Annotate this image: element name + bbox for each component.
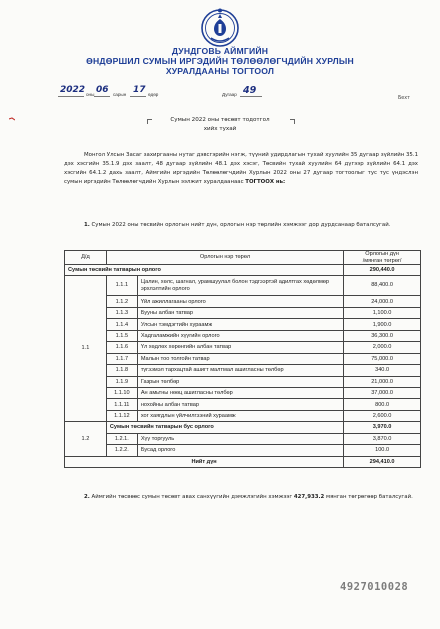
table-row <box>65 387 421 398</box>
row-value: 1,900.0 <box>344 319 421 330</box>
handwritten-day: 17 <box>133 85 146 95</box>
row-name: Үл хөдлөх хөрөнгийн албан татвар <box>137 342 343 353</box>
row-name: Цалин, хөлс, шагнал, урамшуулал болон тэдгээртэй адилтгах хөдөлмөр эрхлэлтийн орлого <box>137 276 343 296</box>
issue-place: Бехт <box>398 96 410 101</box>
row-num: 1.1.10 <box>106 387 137 398</box>
row-num: 1.1.9 <box>106 376 137 387</box>
row-name: Үйл ажиллагааны орлого <box>137 296 343 307</box>
table-row-nontax-total <box>65 422 421 433</box>
col-header-name: Орлогын нэр төрөл <box>106 251 343 265</box>
table-row-tax-total <box>65 265 421 276</box>
row-value: 36,300.0 <box>344 330 421 341</box>
row-num: 1.1.4 <box>106 319 137 330</box>
document-title: Сумын 2022 оны төсөвт тодотгол <box>170 117 270 123</box>
row-value: 24,000.0 <box>344 296 421 307</box>
row-num: 1.1.2 <box>106 296 137 307</box>
row-name: түгээмэл тархацтай ашигт малтмал ашигласны төлбөр <box>137 365 343 376</box>
tax-total-label: Сумын төсвийн татварын орлого <box>65 265 344 276</box>
row-num: 1.1.3 <box>106 307 137 318</box>
row-name: нохойны албан татвар <box>137 399 343 410</box>
table-row <box>65 399 421 410</box>
row-name: хог хаягдлын үйлчилгээний хураамж <box>137 410 343 421</box>
header-line-aimag: ДУНДГОВЬ АЙМГИЙН <box>171 46 269 56</box>
state-emblem-icon <box>200 6 240 50</box>
handwritten-number: 49 <box>243 85 257 96</box>
table-row <box>65 353 421 364</box>
nontax-total-label: Сумын төсвийн татварын бус орлого <box>106 422 343 433</box>
row-num: 1.1.7 <box>106 353 137 364</box>
grand-total-label: Нийт дүн <box>65 456 344 467</box>
day-label: өдөр <box>148 92 159 97</box>
col-header-num: Д/д <box>65 251 107 265</box>
table-row-grand-total <box>65 456 421 467</box>
header-line-resolution: ХУРАЛДААНЫ ТОГТООЛ <box>165 66 275 76</box>
handwritten-month: 06 <box>96 85 109 95</box>
table-row <box>65 410 421 421</box>
revenue-table <box>64 250 421 468</box>
table-row <box>65 276 421 296</box>
row-name: Ан амьтны нөөц ашигласны төлбөр <box>137 387 343 398</box>
row-value: 100.0 <box>344 445 421 456</box>
row-value: 2,600.0 <box>344 410 421 421</box>
table-row <box>65 307 421 318</box>
col-header-amount: Орлогын дүн /мянган төгрөг/ <box>344 251 421 265</box>
row-value: 21,000.0 <box>344 376 421 387</box>
row-name: Хүү торгууль <box>137 433 343 444</box>
row-value: 37,000.0 <box>344 387 421 398</box>
handwritten-year: 2022 <box>60 85 86 95</box>
row-value: 3,870.0 <box>344 433 421 444</box>
table-row <box>65 342 421 353</box>
table-header-row <box>65 251 421 265</box>
table-row <box>65 433 421 444</box>
table-row <box>65 365 421 376</box>
row-num: 1.1.6 <box>106 342 137 353</box>
red-mark-icon <box>9 117 15 121</box>
row-num: 1.1.8 <box>106 365 137 376</box>
clause-2: 2. Аймгийн төсвөөс сумын төсөвт авах санхүүгийн дэмжлэгийн хэмжээг 427,933.2 мянган төгрөгөөр баталсугай. <box>84 494 413 500</box>
row-num: 1.1.12 <box>106 410 137 421</box>
tax-total-value: 290,440.0 <box>344 265 421 276</box>
row-value: 75,000.0 <box>344 353 421 364</box>
row-name: Газрын төлбөр <box>137 376 343 387</box>
row-value: 340.0 <box>344 365 421 376</box>
grand-total-value: 294,410.0 <box>344 456 421 467</box>
group-num: 1.2 <box>65 422 107 456</box>
row-value: 800.0 <box>344 399 421 410</box>
number-label: Дугаар <box>222 92 237 97</box>
row-name: Улсын тэмдэгтийн хураамж <box>137 319 343 330</box>
month-label: сарын <box>113 92 127 97</box>
document-subtitle: хийх тухай <box>203 126 237 132</box>
table-row <box>65 319 421 330</box>
row-num: 1.2.1. <box>106 433 137 444</box>
row-name: Хадгаламжийн хүүгийн орлого <box>137 330 343 341</box>
table-row <box>65 330 421 341</box>
serial-stamp: 4927010028 <box>340 581 409 593</box>
preamble-paragraph: Монгол Улсын Засаг захиргааны нутаг дэвсгэрийн нэгж, түүний удирдлагын тухай хуулийн 35 дугаар зүйлийн 35.1 дэх хэсгийн 35.1.9 дэх заалт, 48 дугаар зүйлийн 48.1 дэх хэсэг, Төсвийн тухай хуулийн 64 дүгээр зүйлийн 64.1 дэх хэсгийн 64.1.2 дахь заалт, Аймгийн иргэдийн Төлөөлөгчдийн Хурлын 2022 оны 27 дугаар тогтоолыг тус тус үндэслэн сумын иргэдийн Төлөөлөгчдийн Хурлын ээлжит хуралдаанаас ТОГТООХ нь: <box>64 152 418 186</box>
table-row <box>65 445 421 456</box>
row-value: 2,000.0 <box>344 342 421 353</box>
table-row <box>65 376 421 387</box>
year-label: оны <box>86 92 95 97</box>
clause-1: 1. Сумын 2022 оны төсвийн орлогын нийт дүн, орлогын нэр төрлийн хэмжээг дор дурдсанаар баталсугай. <box>84 222 391 228</box>
table-row <box>65 296 421 307</box>
header-line-council: ӨНДӨРШИЛ СУМЫН ИРГЭДИЙН ТӨЛӨӨЛӨГЧДИЙН ХУРЛЫН <box>86 56 354 66</box>
row-name: Бусад орлого <box>137 445 343 456</box>
row-num: 1.1.5 <box>106 330 137 341</box>
row-num: 1.2.2. <box>106 445 137 456</box>
row-name: Малын тоо толгойн татвар <box>137 353 343 364</box>
row-num: 1.1.1 <box>106 276 137 296</box>
row-name: Бууны албан татвар <box>137 307 343 318</box>
row-num: 1.1.11 <box>106 399 137 410</box>
row-value: 1,100.0 <box>344 307 421 318</box>
group-num: 1.1 <box>65 276 107 422</box>
nontax-total-value: 3,970.0 <box>344 422 421 433</box>
row-value: 88,400.0 <box>344 276 421 296</box>
